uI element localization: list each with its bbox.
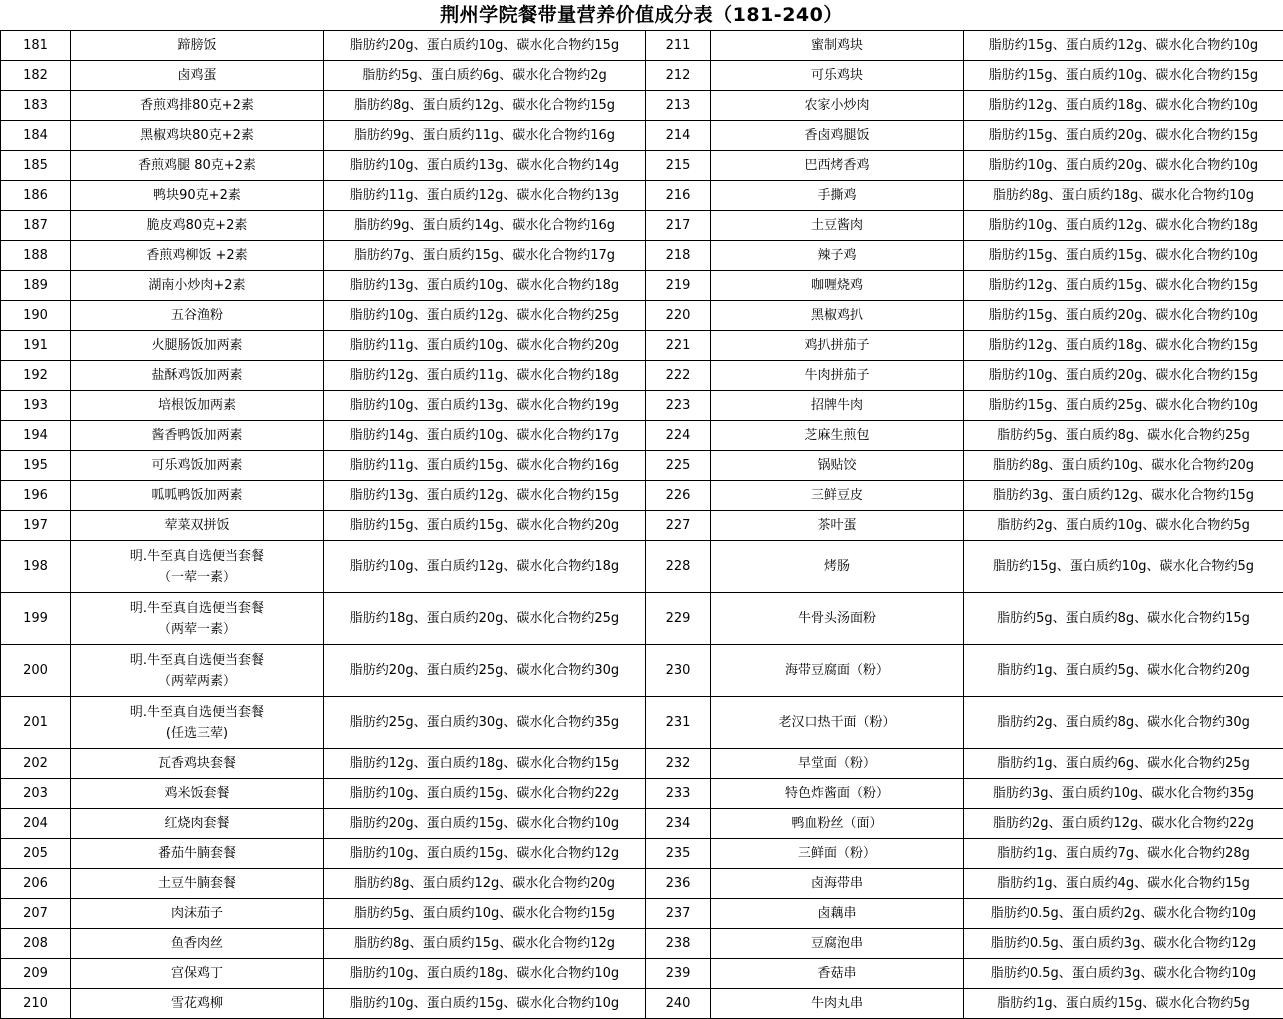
item-number: 227 bbox=[646, 511, 711, 541]
table-row bbox=[1, 541, 1283, 593]
dish-name: 锅贴饺 bbox=[711, 451, 964, 481]
item-number: 235 bbox=[646, 839, 711, 869]
table-row bbox=[1, 241, 1283, 271]
table-row bbox=[1, 421, 1283, 451]
dish-name-line2: （一荤一素） bbox=[157, 569, 236, 585]
dish-name: 鸡米饭套餐 bbox=[71, 779, 324, 809]
item-number: 211 bbox=[646, 31, 711, 61]
nutrition-value: 脂肪约15g、蛋白质约10g、碳水化合物约5g bbox=[964, 541, 1283, 593]
nutrition-value: 脂肪约18g、蛋白质约20g、碳水化合物约25g bbox=[324, 593, 646, 645]
table-row bbox=[1, 181, 1283, 211]
dish-name: 芝麻生煎包 bbox=[711, 421, 964, 451]
nutrition-value: 脂肪约20g、蛋白质约15g、碳水化合物约10g bbox=[324, 809, 646, 839]
dish-name: 特色炸酱面（粉） bbox=[711, 779, 964, 809]
dish-name-line1: 明.牛至真自选便当套餐 bbox=[129, 704, 265, 720]
table-row bbox=[1, 809, 1283, 839]
table-row bbox=[1, 91, 1283, 121]
item-number: 212 bbox=[646, 61, 711, 91]
item-number: 229 bbox=[646, 593, 711, 645]
table-row bbox=[1, 959, 1283, 989]
table-row bbox=[1, 869, 1283, 899]
item-number: 210 bbox=[1, 989, 71, 1019]
dish-name: 红烧肉套餐 bbox=[71, 809, 324, 839]
dish-name: 卤藕串 bbox=[711, 899, 964, 929]
item-number: 202 bbox=[1, 749, 71, 779]
item-number: 232 bbox=[646, 749, 711, 779]
nutrition-value: 脂肪约1g、蛋白质约4g、碳水化合物约15g bbox=[964, 869, 1283, 899]
dish-name: 土豆酱肉 bbox=[711, 211, 964, 241]
item-number: 223 bbox=[646, 391, 711, 421]
dish-name: 瓦香鸡块套餐 bbox=[71, 749, 324, 779]
nutrition-value: 脂肪约12g、蛋白质约18g、碳水化合物约15g bbox=[964, 331, 1283, 361]
item-number: 193 bbox=[1, 391, 71, 421]
item-number: 224 bbox=[646, 421, 711, 451]
item-number: 219 bbox=[646, 271, 711, 301]
nutrition-value: 脂肪约1g、蛋白质约15g、碳水化合物约5g bbox=[964, 989, 1283, 1019]
dish-name-line1: 明.牛至真自选便当套餐 bbox=[129, 652, 265, 668]
dish-name: 黑椒鸡扒 bbox=[711, 301, 964, 331]
item-number: 220 bbox=[646, 301, 711, 331]
dish-name: 香卤鸡腿饭 bbox=[711, 121, 964, 151]
nutrition-value: 脂肪约2g、蛋白质约12g、碳水化合物约22g bbox=[964, 809, 1283, 839]
item-number: 189 bbox=[1, 271, 71, 301]
table-body bbox=[1, 31, 1283, 1019]
dish-name: 咖喱烧鸡 bbox=[711, 271, 964, 301]
item-number: 207 bbox=[1, 899, 71, 929]
nutrition-value: 脂肪约7g、蛋白质约15g、碳水化合物约17g bbox=[324, 241, 646, 271]
item-number: 197 bbox=[1, 511, 71, 541]
item-number: 238 bbox=[646, 929, 711, 959]
nutrition-value: 脂肪约15g、蛋白质约25g、碳水化合物约10g bbox=[964, 391, 1283, 421]
nutrition-value: 脂肪约25g、蛋白质约30g、碳水化合物约35g bbox=[324, 697, 646, 749]
item-number: 203 bbox=[1, 779, 71, 809]
dish-name: 鱼香肉丝 bbox=[71, 929, 324, 959]
dish-name: 牛肉拼茄子 bbox=[711, 361, 964, 391]
item-number: 222 bbox=[646, 361, 711, 391]
item-number: 192 bbox=[1, 361, 71, 391]
table-row bbox=[1, 749, 1283, 779]
dish-name: 香煎鸡腿 80克+2素 bbox=[71, 151, 324, 181]
nutrition-value: 脂肪约12g、蛋白质约18g、碳水化合物约15g bbox=[324, 749, 646, 779]
item-number: 237 bbox=[646, 899, 711, 929]
item-number: 183 bbox=[1, 91, 71, 121]
item-number: 209 bbox=[1, 959, 71, 989]
table-row bbox=[1, 361, 1283, 391]
item-number: 182 bbox=[1, 61, 71, 91]
nutrition-value: 脂肪约10g、蛋白质约12g、碳水化合物约25g bbox=[324, 301, 646, 331]
item-number: 213 bbox=[646, 91, 711, 121]
dish-name: 酱香鸭饭加两素 bbox=[71, 421, 324, 451]
table-row bbox=[1, 989, 1283, 1019]
nutrition-value: 脂肪约15g、蛋白质约15g、碳水化合物约20g bbox=[324, 511, 646, 541]
dish-name: 可乐鸡饭加两素 bbox=[71, 451, 324, 481]
nutrition-value: 脂肪约12g、蛋白质约18g、碳水化合物约10g bbox=[964, 91, 1283, 121]
nutrition-value: 脂肪约11g、蛋白质约12g、碳水化合物约13g bbox=[324, 181, 646, 211]
nutrition-value: 脂肪约15g、蛋白质约20g、碳水化合物约15g bbox=[964, 121, 1283, 151]
table-row bbox=[1, 839, 1283, 869]
dish-name: 五谷渔粉 bbox=[71, 301, 324, 331]
item-number: 184 bbox=[1, 121, 71, 151]
dish-name: 蜜制鸡块 bbox=[711, 31, 964, 61]
table-row bbox=[1, 121, 1283, 151]
nutrition-value: 脂肪约8g、蛋白质约15g、碳水化合物约12g bbox=[324, 929, 646, 959]
item-number: 218 bbox=[646, 241, 711, 271]
nutrition-value: 脂肪约0.5g、蛋白质约3g、碳水化合物约12g bbox=[964, 929, 1283, 959]
table-row bbox=[1, 451, 1283, 481]
dish-name: 鸭血粉丝（面） bbox=[711, 809, 964, 839]
item-number: 194 bbox=[1, 421, 71, 451]
dish-name: 早堂面（粉） bbox=[711, 749, 964, 779]
dish-name-line2: （两荤两素） bbox=[157, 673, 236, 689]
dish-name: 盐酥鸡饭加两素 bbox=[71, 361, 324, 391]
nutrition-value: 脂肪约3g、蛋白质约10g、碳水化合物约35g bbox=[964, 779, 1283, 809]
item-number: 217 bbox=[646, 211, 711, 241]
nutrition-value: 脂肪约9g、蛋白质约14g、碳水化合物约16g bbox=[324, 211, 646, 241]
nutrition-value: 脂肪约13g、蛋白质约10g、碳水化合物约18g bbox=[324, 271, 646, 301]
item-number: 196 bbox=[1, 481, 71, 511]
nutrition-value: 脂肪约10g、蛋白质约15g、碳水化合物约12g bbox=[324, 839, 646, 869]
item-number: 195 bbox=[1, 451, 71, 481]
dish-name: 宫保鸡丁 bbox=[71, 959, 324, 989]
dish-name: 茶叶蛋 bbox=[711, 511, 964, 541]
dish-name: 脆皮鸡80克+2素 bbox=[71, 211, 324, 241]
dish-name: 黑椒鸡块80克+2素 bbox=[71, 121, 324, 151]
nutrition-table bbox=[0, 30, 1283, 1019]
dish-name bbox=[71, 593, 324, 645]
dish-name: 土豆牛腩套餐 bbox=[71, 869, 324, 899]
dish-name-line1: 明.牛至真自选便当套餐 bbox=[129, 548, 265, 564]
table-row bbox=[1, 645, 1283, 697]
table-row bbox=[1, 929, 1283, 959]
dish-name: 培根饭加两素 bbox=[71, 391, 324, 421]
dish-name-line1: 明.牛至真自选便当套餐 bbox=[129, 600, 265, 616]
nutrition-value: 脂肪约1g、蛋白质约7g、碳水化合物约28g bbox=[964, 839, 1283, 869]
table-row bbox=[1, 593, 1283, 645]
item-number: 214 bbox=[646, 121, 711, 151]
table-row bbox=[1, 331, 1283, 361]
nutrition-value: 脂肪约10g、蛋白质约18g、碳水化合物约10g bbox=[324, 959, 646, 989]
nutrition-value: 脂肪约12g、蛋白质约15g、碳水化合物约15g bbox=[964, 271, 1283, 301]
nutrition-value: 脂肪约5g、蛋白质约10g、碳水化合物约15g bbox=[324, 899, 646, 929]
sheet-title: 荆州学院餐带量营养价值成分表（181-240） bbox=[0, 0, 1283, 31]
nutrition-value: 脂肪约9g、蛋白质约11g、碳水化合物约16g bbox=[324, 121, 646, 151]
dish-name: 手撕鸡 bbox=[711, 181, 964, 211]
dish-name: 辣子鸡 bbox=[711, 241, 964, 271]
dish-name: 三鲜面（粉） bbox=[711, 839, 964, 869]
dish-name: 香煎鸡柳饭 +2素 bbox=[71, 241, 324, 271]
nutrition-value: 脂肪约10g、蛋白质约15g、碳水化合物约22g bbox=[324, 779, 646, 809]
item-number: 201 bbox=[1, 697, 71, 749]
dish-name: 鸡扒拼茄子 bbox=[711, 331, 964, 361]
item-number: 198 bbox=[1, 541, 71, 593]
item-number: 185 bbox=[1, 151, 71, 181]
dish-name: 香煎鸡排80克+2素 bbox=[71, 91, 324, 121]
nutrition-value: 脂肪约20g、蛋白质约25g、碳水化合物约30g bbox=[324, 645, 646, 697]
nutrition-value: 脂肪约10g、蛋白质约20g、碳水化合物约15g bbox=[964, 361, 1283, 391]
item-number: 226 bbox=[646, 481, 711, 511]
item-number: 234 bbox=[646, 809, 711, 839]
item-number: 216 bbox=[646, 181, 711, 211]
item-number: 181 bbox=[1, 31, 71, 61]
item-number: 199 bbox=[1, 593, 71, 645]
nutrition-value: 脂肪约11g、蛋白质约15g、碳水化合物约16g bbox=[324, 451, 646, 481]
item-number: 204 bbox=[1, 809, 71, 839]
nutrition-value: 脂肪约10g、蛋白质约12g、碳水化合物约18g bbox=[964, 211, 1283, 241]
nutrition-value: 脂肪约2g、蛋白质约8g、碳水化合物约30g bbox=[964, 697, 1283, 749]
nutrition-value: 脂肪约8g、蛋白质约10g、碳水化合物约20g bbox=[964, 451, 1283, 481]
nutrition-value: 脂肪约3g、蛋白质约12g、碳水化合物约15g bbox=[964, 481, 1283, 511]
dish-name: 三鲜豆皮 bbox=[711, 481, 964, 511]
nutrition-value: 脂肪约5g、蛋白质约6g、碳水化合物约2g bbox=[324, 61, 646, 91]
item-number: 231 bbox=[646, 697, 711, 749]
nutrition-value: 脂肪约0.5g、蛋白质约2g、碳水化合物约10g bbox=[964, 899, 1283, 929]
item-number: 239 bbox=[646, 959, 711, 989]
dish-name: 牛肉丸串 bbox=[711, 989, 964, 1019]
nutrition-value: 脂肪约15g、蛋白质约10g、碳水化合物约15g bbox=[964, 61, 1283, 91]
item-number: 221 bbox=[646, 331, 711, 361]
dish-name: 蹄膀饭 bbox=[71, 31, 324, 61]
dish-name: 老汉口热干面（粉） bbox=[711, 697, 964, 749]
item-number: 190 bbox=[1, 301, 71, 331]
item-number: 205 bbox=[1, 839, 71, 869]
dish-name: 火腿肠饭加两素 bbox=[71, 331, 324, 361]
table-row bbox=[1, 779, 1283, 809]
dish-name: 农家小炒肉 bbox=[711, 91, 964, 121]
item-number: 236 bbox=[646, 869, 711, 899]
nutrition-value: 脂肪约8g、蛋白质约18g、碳水化合物约10g bbox=[964, 181, 1283, 211]
nutrition-value: 脂肪约1g、蛋白质约5g、碳水化合物约20g bbox=[964, 645, 1283, 697]
nutrition-value: 脂肪约8g、蛋白质约12g、碳水化合物约15g bbox=[324, 91, 646, 121]
nutrition-value: 脂肪约2g、蛋白质约10g、碳水化合物约5g bbox=[964, 511, 1283, 541]
nutrition-value: 脂肪约12g、蛋白质约11g、碳水化合物约18g bbox=[324, 361, 646, 391]
table-row bbox=[1, 511, 1283, 541]
nutrition-value: 脂肪约0.5g、蛋白质约3g、碳水化合物约10g bbox=[964, 959, 1283, 989]
item-number: 187 bbox=[1, 211, 71, 241]
dish-name: 卤海带串 bbox=[711, 869, 964, 899]
nutrition-value: 脂肪约11g、蛋白质约10g、碳水化合物约20g bbox=[324, 331, 646, 361]
dish-name: 招牌牛肉 bbox=[711, 391, 964, 421]
dish-name: 海带豆腐面（粉） bbox=[711, 645, 964, 697]
nutrition-value: 脂肪约10g、蛋白质约13g、碳水化合物约19g bbox=[324, 391, 646, 421]
nutrition-value: 脂肪约10g、蛋白质约12g、碳水化合物约18g bbox=[324, 541, 646, 593]
dish-name-line2: （两荤一素） bbox=[157, 621, 236, 637]
item-number: 230 bbox=[646, 645, 711, 697]
dish-name: 可乐鸡块 bbox=[711, 61, 964, 91]
table-row bbox=[1, 151, 1283, 181]
table-row bbox=[1, 211, 1283, 241]
item-number: 186 bbox=[1, 181, 71, 211]
dish-name bbox=[71, 697, 324, 749]
nutrition-value: 脂肪约20g、蛋白质约10g、碳水化合物约15g bbox=[324, 31, 646, 61]
item-number: 233 bbox=[646, 779, 711, 809]
item-number: 200 bbox=[1, 645, 71, 697]
nutrition-value: 脂肪约13g、蛋白质约12g、碳水化合物约15g bbox=[324, 481, 646, 511]
item-number: 188 bbox=[1, 241, 71, 271]
table-row bbox=[1, 61, 1283, 91]
dish-name-line2: (任选三荤) bbox=[165, 725, 229, 741]
dish-name: 牛骨头汤面粉 bbox=[711, 593, 964, 645]
nutrition-value: 脂肪约14g、蛋白质约10g、碳水化合物约17g bbox=[324, 421, 646, 451]
dish-name bbox=[71, 541, 324, 593]
dish-name: 番茄牛腩套餐 bbox=[71, 839, 324, 869]
dish-name: 呱呱鸭饭加两素 bbox=[71, 481, 324, 511]
nutrition-value: 脂肪约15g、蛋白质约15g、碳水化合物约10g bbox=[964, 241, 1283, 271]
nutrition-value: 脂肪约5g、蛋白质约8g、碳水化合物约25g bbox=[964, 421, 1283, 451]
dish-name: 鸭块90克+2素 bbox=[71, 181, 324, 211]
item-number: 240 bbox=[646, 989, 711, 1019]
table-row bbox=[1, 31, 1283, 61]
nutrition-value: 脂肪约5g、蛋白质约8g、碳水化合物约15g bbox=[964, 593, 1283, 645]
table-row bbox=[1, 899, 1283, 929]
nutrition-value: 脂肪约10g、蛋白质约15g、碳水化合物约10g bbox=[324, 989, 646, 1019]
table-row bbox=[1, 271, 1283, 301]
dish-name: 香菇串 bbox=[711, 959, 964, 989]
dish-name: 湖南小炒肉+2素 bbox=[71, 271, 324, 301]
item-number: 191 bbox=[1, 331, 71, 361]
dish-name: 荤菜双拼饭 bbox=[71, 511, 324, 541]
dish-name: 豆腐泡串 bbox=[711, 929, 964, 959]
table-row bbox=[1, 481, 1283, 511]
dish-name: 卤鸡蛋 bbox=[71, 61, 324, 91]
nutrition-value: 脂肪约1g、蛋白质约6g、碳水化合物约25g bbox=[964, 749, 1283, 779]
dish-name: 肉沫茄子 bbox=[71, 899, 324, 929]
item-number: 225 bbox=[646, 451, 711, 481]
nutrition-value: 脂肪约8g、蛋白质约12g、碳水化合物约20g bbox=[324, 869, 646, 899]
nutrition-value: 脂肪约15g、蛋白质约12g、碳水化合物约10g bbox=[964, 31, 1283, 61]
item-number: 228 bbox=[646, 541, 711, 593]
item-number: 215 bbox=[646, 151, 711, 181]
table-row bbox=[1, 391, 1283, 421]
table-row bbox=[1, 697, 1283, 749]
dish-name: 巴西烤香鸡 bbox=[711, 151, 964, 181]
dish-name bbox=[71, 645, 324, 697]
nutrition-value: 脂肪约10g、蛋白质约13g、碳水化合物约14g bbox=[324, 151, 646, 181]
nutrition-value: 脂肪约15g、蛋白质约20g、碳水化合物约10g bbox=[964, 301, 1283, 331]
table-row bbox=[1, 301, 1283, 331]
dish-name: 雪花鸡柳 bbox=[71, 989, 324, 1019]
dish-name: 烤肠 bbox=[711, 541, 964, 593]
item-number: 208 bbox=[1, 929, 71, 959]
nutrition-value: 脂肪约10g、蛋白质约20g、碳水化合物约10g bbox=[964, 151, 1283, 181]
item-number: 206 bbox=[1, 869, 71, 899]
